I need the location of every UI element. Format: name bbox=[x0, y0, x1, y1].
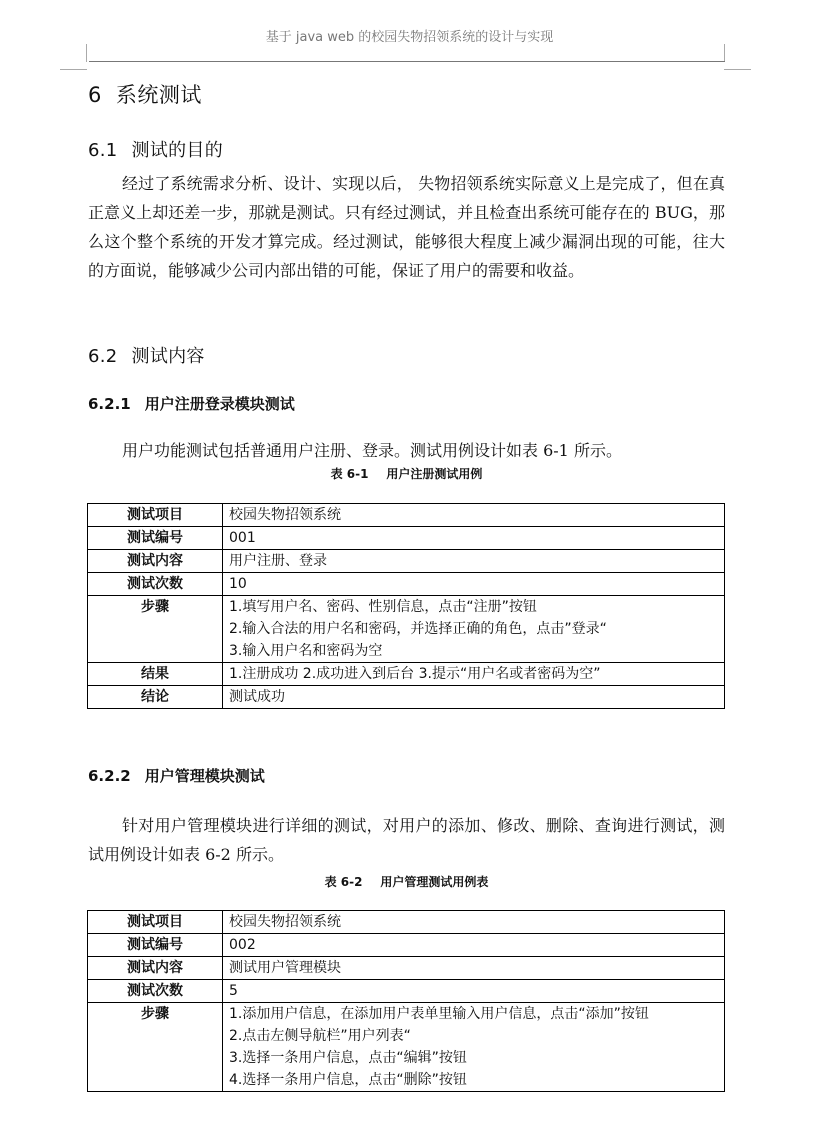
table-row bbox=[88, 980, 725, 1003]
table-row bbox=[88, 573, 725, 596]
subsection-heading bbox=[88, 393, 295, 414]
row-key: 结论 bbox=[88, 686, 223, 709]
section-number: 6.2 bbox=[88, 346, 118, 367]
section-heading bbox=[88, 136, 223, 162]
row-value: 校园失物招领系统 bbox=[223, 911, 725, 934]
crop-mark bbox=[60, 69, 87, 70]
subsection-title: 用户管理模块测试 bbox=[144, 767, 265, 785]
table-row bbox=[88, 550, 725, 573]
chapter-title bbox=[88, 79, 202, 109]
section-heading bbox=[88, 342, 205, 368]
row-value: 用户注册、登录 bbox=[223, 550, 725, 573]
step-item: 1.添加用户信息，在添加用户表单里输入用户信息，点击“添加”按钮 bbox=[229, 1006, 649, 1022]
row-value: 5 bbox=[223, 980, 725, 1003]
table-row bbox=[88, 596, 725, 663]
chapter-number: 6 bbox=[88, 83, 102, 107]
table-row bbox=[88, 911, 725, 934]
row-key: 测试项目 bbox=[88, 504, 223, 527]
steps-cell bbox=[223, 1003, 725, 1092]
running-header: 基于 java web 的校园失物招领系统的设计与实现 bbox=[265, 30, 554, 45]
row-value: 002 bbox=[223, 934, 725, 957]
row-key: 测试编号 bbox=[88, 527, 223, 550]
subsection-title: 用户注册登录模块测试 bbox=[144, 395, 295, 413]
row-key: 结果 bbox=[88, 663, 223, 686]
row-value: 测试用户管理模块 bbox=[223, 957, 725, 980]
step-item: 2.输入合法的用户名和密码，并选择正确的角色，点击”登录“ bbox=[229, 621, 607, 637]
row-key: 测试编号 bbox=[88, 934, 223, 957]
subsection-number: 6.2.1 bbox=[88, 395, 131, 413]
crop-mark bbox=[86, 44, 87, 62]
row-value: 1.注册成功 2.成功进入到后台 3.提示“用户名或者密码为空” bbox=[223, 663, 725, 686]
test-case-table-6-2 bbox=[87, 910, 725, 1092]
row-key: 测试项目 bbox=[88, 911, 223, 934]
row-value: 001 bbox=[223, 527, 725, 550]
table-caption bbox=[88, 465, 725, 482]
table-row bbox=[88, 957, 725, 980]
caption-number: 表 6-2 bbox=[324, 875, 363, 889]
paragraph: 用户功能测试包括普通用户注册、登录。测试用例设计如表 6-1 所示。 bbox=[122, 441, 622, 460]
crop-mark bbox=[724, 44, 725, 62]
table-row bbox=[88, 934, 725, 957]
table-caption bbox=[88, 873, 725, 890]
table-row bbox=[88, 1003, 725, 1092]
row-key: 步骤 bbox=[88, 1003, 223, 1092]
step-item: 4.选择一条用户信息，点击“删除”按钮 bbox=[229, 1072, 467, 1088]
step-item: 3.输入用户名和密码为空 bbox=[229, 643, 383, 659]
caption-text: 用户管理测试用例表 bbox=[380, 875, 489, 889]
step-item: 2.点击左侧导航栏”用户列表“ bbox=[229, 1028, 411, 1044]
paragraph: 针对用户管理模块进行详细的测试，对用户的添加、修改、删除、查询进行测试，测试用例设计如表 6-2 所示。 bbox=[88, 816, 725, 864]
header-rule bbox=[89, 61, 725, 62]
crop-mark bbox=[724, 69, 751, 70]
test-case-table-6-1 bbox=[87, 503, 725, 709]
row-key: 测试次数 bbox=[88, 573, 223, 596]
paragraph: 经过了系统需求分析、设计、实现以后， 失物招领系统实际意义上是完成了，但在真正意义上却还差一步，那就是测试。只有经过测试，并且检查出系统可能存在的 BUG，那么这个整个系统的开发才算完成。经过测试，能够很大程度上减少漏洞出现的可能，往大的方面说，能够减少公司内部出错的可能，保证了用户的需要和收益。 bbox=[88, 174, 725, 280]
table-row bbox=[88, 663, 725, 686]
row-key: 测试次数 bbox=[88, 980, 223, 1003]
row-value: 10 bbox=[223, 573, 725, 596]
row-value: 校园失物招领系统 bbox=[223, 504, 725, 527]
subsection-number: 6.2.2 bbox=[88, 767, 131, 785]
subsection-heading bbox=[88, 765, 265, 786]
step-item: 1.填写用户名、密码、性别信息，点击“注册”按钮 bbox=[229, 599, 537, 615]
section-title: 测试的目的 bbox=[131, 140, 224, 161]
chapter-title-text: 系统测试 bbox=[115, 83, 202, 107]
row-key: 测试内容 bbox=[88, 957, 223, 980]
row-value: 测试成功 bbox=[223, 686, 725, 709]
caption-text: 用户注册测试用例 bbox=[386, 467, 483, 481]
section-number: 6.1 bbox=[88, 140, 118, 161]
step-item: 3.选择一条用户信息，点击“编辑”按钮 bbox=[229, 1050, 467, 1066]
section-title: 测试内容 bbox=[131, 346, 205, 367]
caption-number: 表 6-1 bbox=[330, 467, 369, 481]
table-row bbox=[88, 504, 725, 527]
table-row bbox=[88, 686, 725, 709]
steps-cell bbox=[223, 596, 725, 663]
row-key: 步骤 bbox=[88, 596, 223, 663]
row-key: 测试内容 bbox=[88, 550, 223, 573]
table-row bbox=[88, 527, 725, 550]
